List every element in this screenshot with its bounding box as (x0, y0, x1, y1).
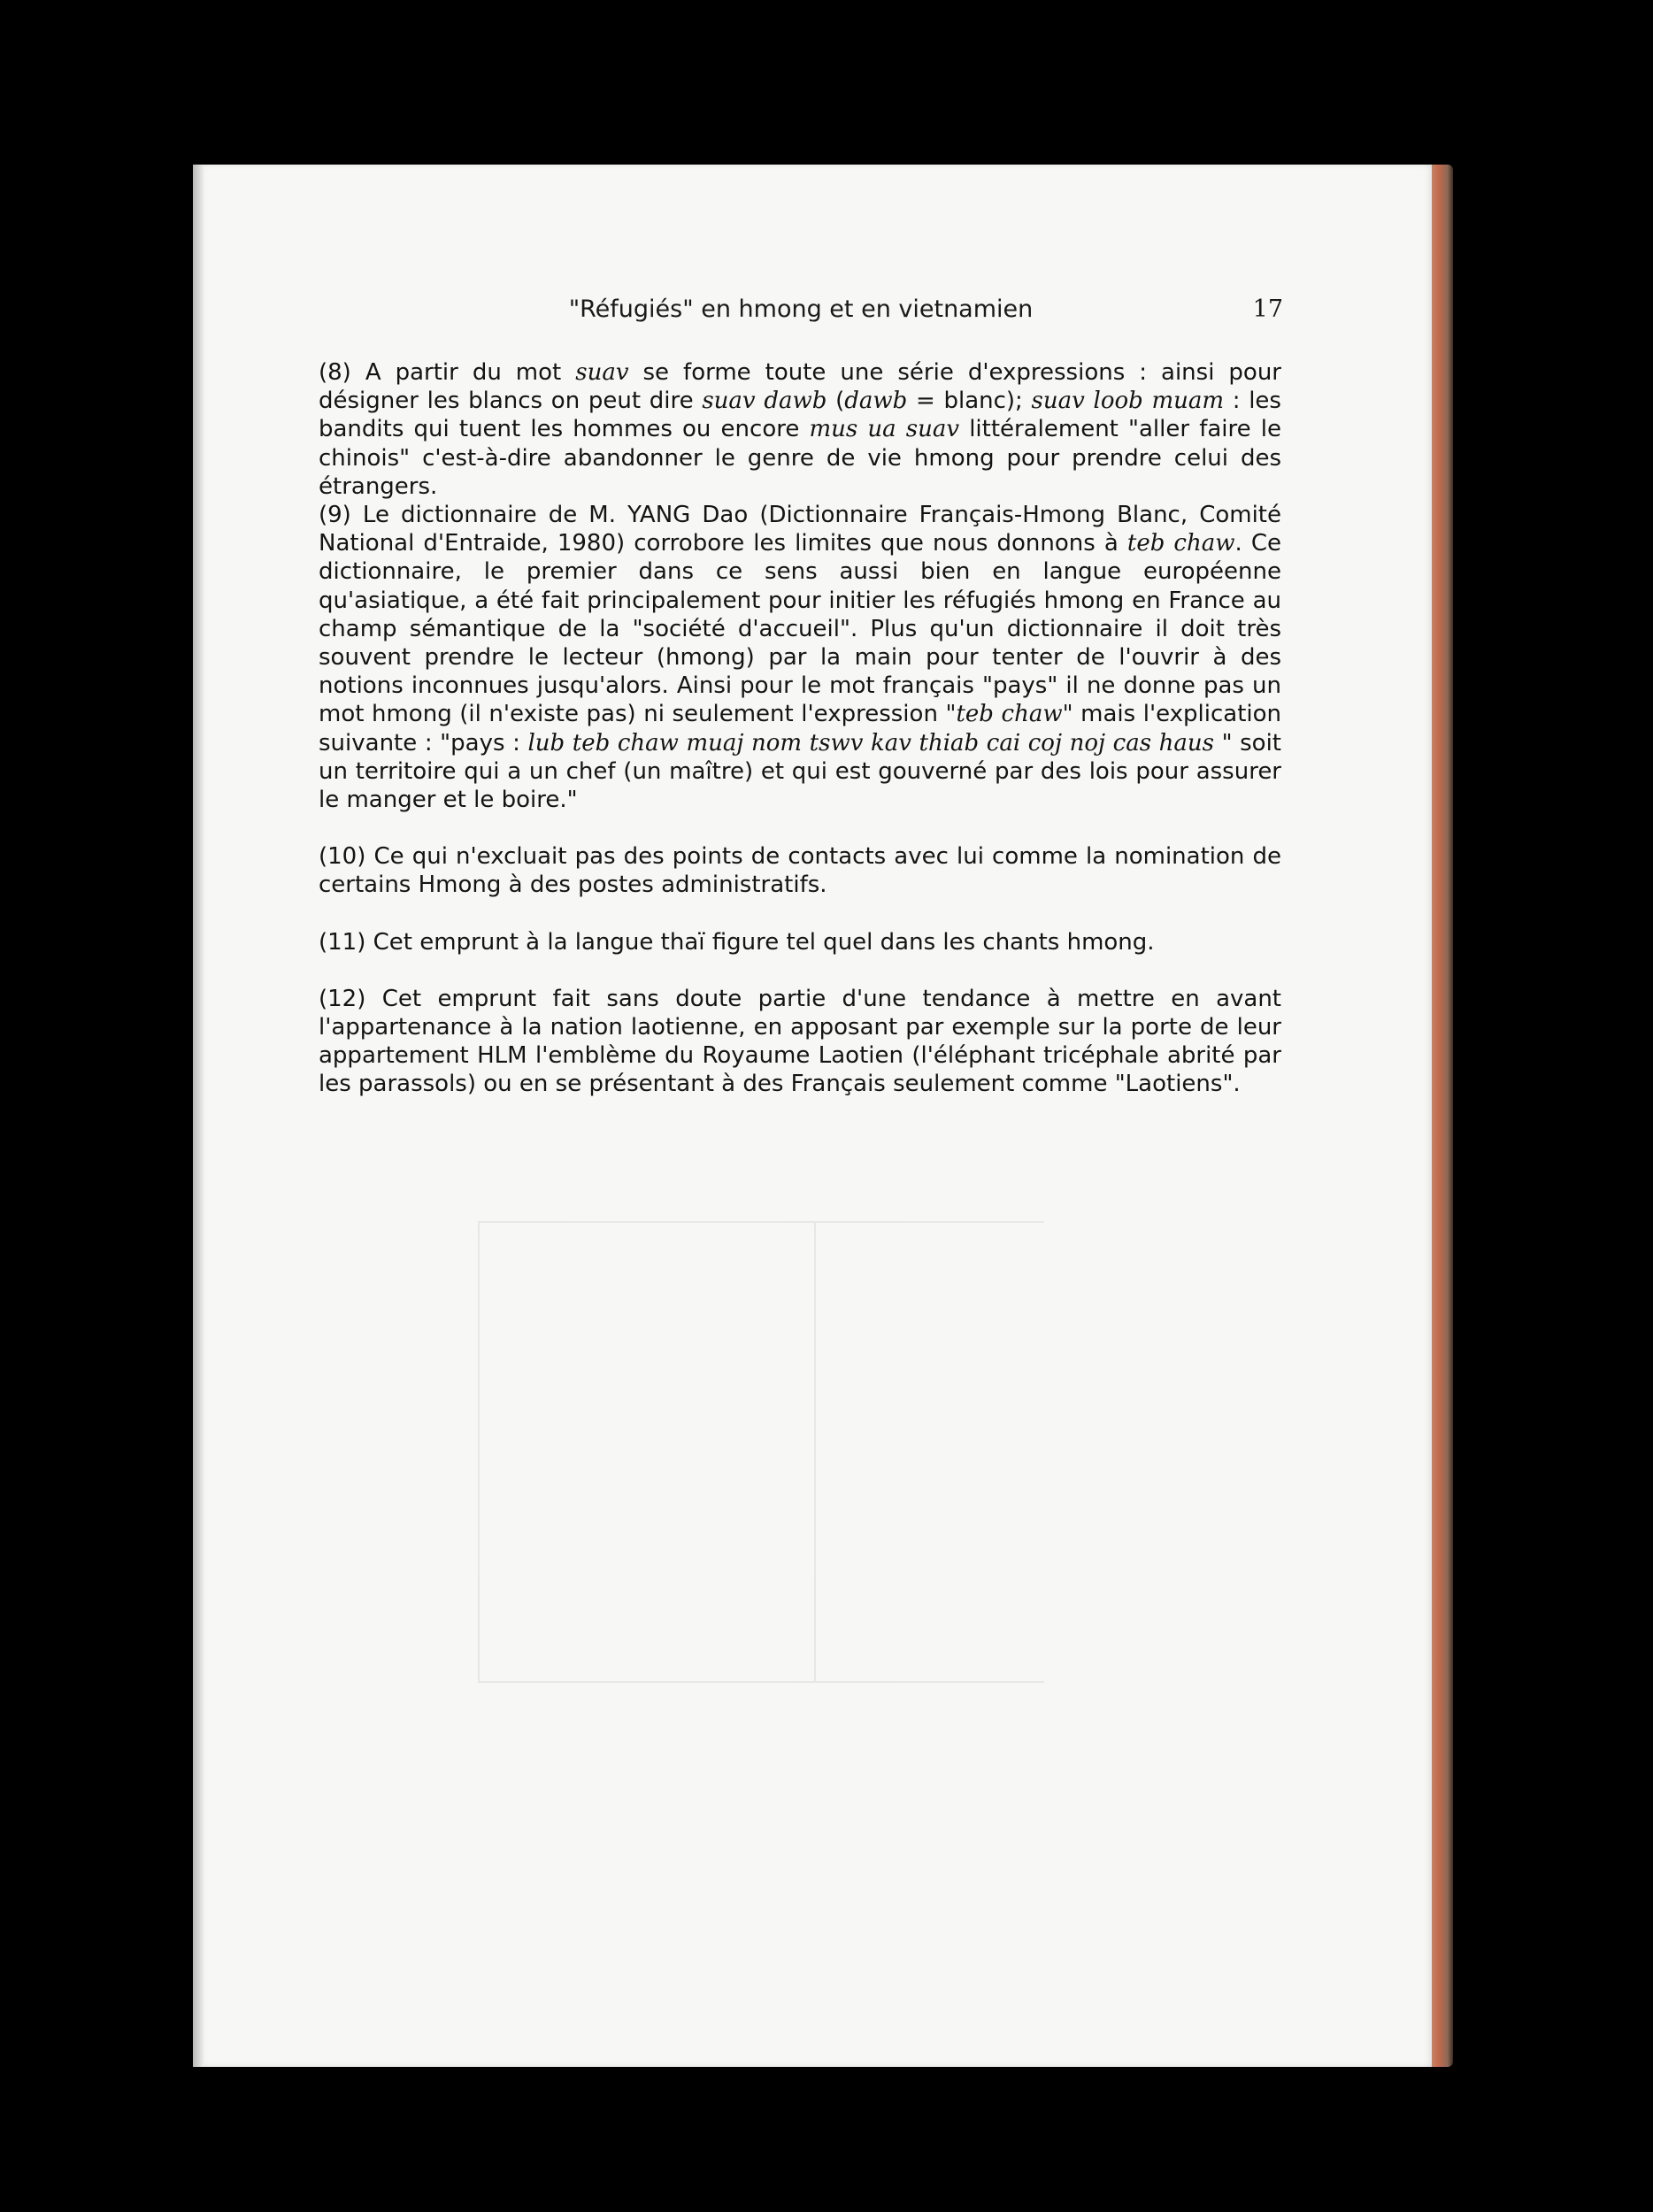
note-text: " soit un territoire qui a un chef (un maître) et qui est gouverné par des lois pour assurer le manger et le boire." (319, 729, 1281, 814)
show-through-table (319, 1221, 1283, 1770)
page-number: 17 (1252, 296, 1283, 323)
hmong-term: suav (575, 359, 629, 386)
hmong-term: suav dawb (702, 388, 827, 415)
hmong-term: teb chaw (1126, 530, 1235, 557)
note-text: (8) A partir du mot (319, 359, 576, 386)
note-text: (10) Ce qui n'excluait pas des points de contacts avec lui comme la nomination de certains Hmong à des postes administratifs. (319, 843, 1281, 899)
hmong-term: "teb chaw" (945, 701, 1073, 728)
note-text: mais l'explication suivante : "pays : (319, 701, 1282, 757)
running-header (319, 296, 1283, 331)
note-text: (9) Le dictionnaire de M. YANG Dao (Dictionnaire Français-Hmong Blanc, Comité National d'Entraide, 1980) corrobore les limites que nous donnons à (319, 502, 1281, 557)
note-text: = blanc); (907, 388, 1032, 415)
note-text: (11) Cet emprunt à la langue thaï figure tel quel dans les chants hmong. (319, 928, 1155, 956)
note-12 (319, 985, 1281, 1099)
note-9 (319, 501, 1281, 814)
note-text: ( (826, 388, 845, 415)
note-10 (319, 842, 1281, 899)
hmong-term: dawb (844, 388, 908, 415)
note-text: (12) Cet emprunt fait sans doute partie d'une tendance à mettre en avant l'appartenance à la nation laotienne, en apposant par exemple sur la porte de leur appartement HLM l'emblème du Royaume Laotien (l'éléphant tricéphale abrité par les parassols) ou en se présentant à des Français seulement comme "Laotiens". (319, 985, 1281, 1098)
note-text: littéralement "aller faire le chinois" c'est-à-dire abandonner le genre de vie hmong pour prendre celui des étrangers. (319, 416, 1281, 500)
hmong-term: suav loob muam (1031, 388, 1225, 415)
endnotes (319, 358, 1281, 1099)
hmong-term: lub teb chaw muaj nom tswv kav thiab cai coj noj cas haus (527, 729, 1214, 757)
hmong-term: mus ua suav (809, 416, 960, 443)
note-8 (319, 358, 1281, 501)
note-11 (319, 928, 1281, 956)
running-title: "Réfugiés" en hmong et en vietnamien (568, 296, 1034, 323)
note-text: se forme toute une série d'expressions : ainsi pour désigner les blancs on peut dire (319, 359, 1281, 415)
note-text: : les bandits qui tuent les hommes ou encore (319, 388, 1281, 443)
note-text: . Ce dictionnaire, le premier dans ce sens aussi bien en langue européenne qu'asiatique, a été fait principalement pour initier les réfugiés hmong en France au champ sémantique de la "société d'accueil". Plus qu'un dictionnaire il doit très souvent prendre le lecteur (hmong) par la main pour tenter de l'ouvrir à des notions inconnues jusqu'alors. Ainsi pour le mot français "pays" il ne donne pas un mot hmong (il n'existe pas) ni seulement l'expression (319, 530, 1281, 728)
page-gutter-shadow (193, 165, 204, 2067)
